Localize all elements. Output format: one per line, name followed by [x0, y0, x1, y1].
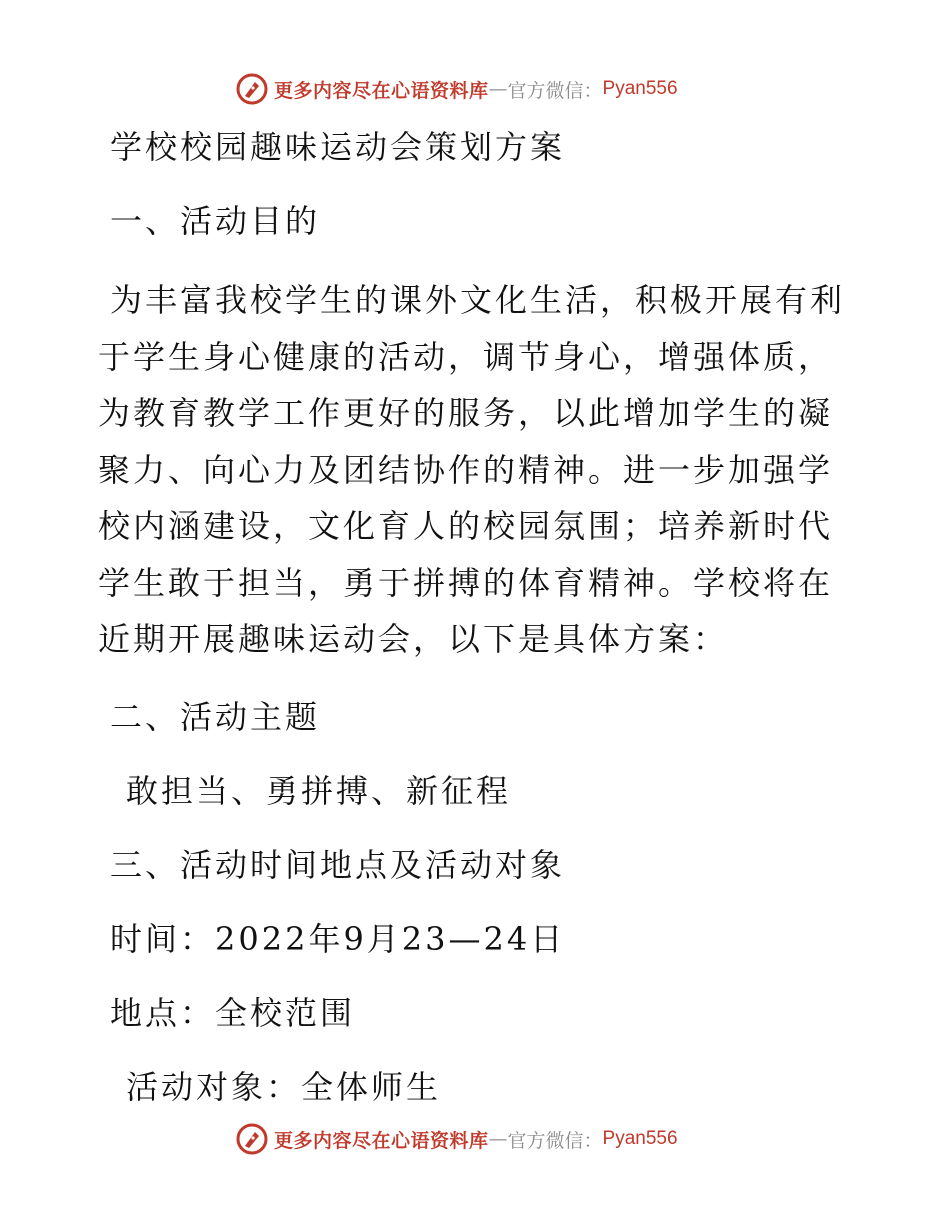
watermark-site-text: 更多内容尽在心语资料库 — [274, 1129, 489, 1152]
section1-heading: 一、活动目的 — [110, 202, 321, 240]
watermark-dash: — — [488, 78, 508, 100]
watermark-official-label: 官方微信： — [507, 1129, 603, 1152]
footer-watermark — [236, 1122, 678, 1156]
time-line: 时间：2022年9月23—24日 — [110, 919, 566, 958]
watermark-wechat-id: Pyan556 — [602, 1128, 678, 1149]
watermark-official-label: 官方微信： — [507, 79, 603, 102]
watermark-dash: — — [488, 1128, 508, 1150]
watermark-wechat-id: Pyan556 — [602, 78, 678, 99]
pen-nib-logo-icon — [236, 1123, 268, 1155]
section2-theme: 敢担当、勇拼搏、新征程 — [126, 771, 512, 810]
section3-heading: 三、活动时间地点及活动对象 — [110, 845, 566, 884]
section2-heading: 二、活动主题 — [110, 697, 321, 736]
target-line: 活动对象：全体师生 — [126, 1067, 442, 1106]
place-line: 地点：全校范围 — [110, 993, 356, 1032]
watermark-site-text: 更多内容尽在心语资料库 — [274, 79, 489, 102]
section1-body: 为丰富我校学生的课外文化生活，积极开展有利于学生身心健康的活动，调节身心，增强体质，为教育教学工作更好的服务，以此增加学生的凝聚力、向心力及团结协作的精神。进一步加强学校内涵建设，文化育人的校园氛围；培养新时代学生敢于担当，勇于拼搏的体育精神。学校将在近期开展趣味运动会，以下是具体方案： — [98, 281, 846, 658]
document-body — [98, 124, 858, 1110]
pen-nib-logo-icon — [236, 73, 268, 105]
header-watermark — [236, 72, 678, 106]
document-title: 学校校园趣味运动会策划方案 — [110, 128, 566, 166]
